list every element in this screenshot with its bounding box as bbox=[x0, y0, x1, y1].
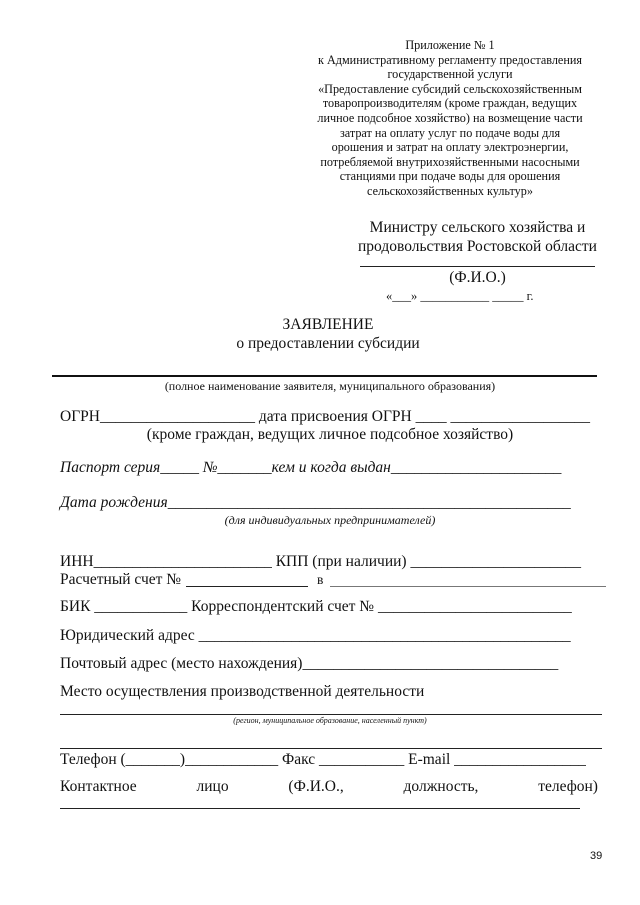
appendix-line: «Предоставление субсидий сельскохозяйственным bbox=[318, 81, 582, 96]
appendix-line: Приложение № 1 bbox=[405, 38, 495, 52]
applicant-name-line[interactable] bbox=[52, 375, 597, 377]
account-label: Расчетный счет № bbox=[60, 571, 182, 588]
ogrn-field[interactable]: ОГРН____________________ дата присвоения ОГРН ____ __________________ bbox=[60, 408, 590, 425]
activity-place-line[interactable] bbox=[60, 714, 602, 715]
addressee-fio-line[interactable] bbox=[360, 266, 595, 267]
applicant-caption: (полное наименование заявителя, муниципального образования) bbox=[164, 379, 496, 393]
contact-word: Контактное bbox=[60, 778, 137, 795]
appendix-line: затрат на оплату услуг по подаче воды для bbox=[339, 125, 561, 140]
addressee-line-2: продовольствия Ростовской области bbox=[358, 238, 597, 255]
contact-word: (Ф.И.О., bbox=[288, 778, 344, 795]
extra-line[interactable] bbox=[60, 748, 602, 749]
contact-person-line[interactable] bbox=[60, 808, 580, 809]
appendix-line: государственной услуги bbox=[387, 67, 513, 82]
bik-field[interactable]: БИК ____________ Корреспондентский счет № _________________________ bbox=[60, 598, 572, 615]
birth-date-field[interactable]: Дата рождения____________________________________________________ bbox=[60, 494, 571, 511]
appendix-line: к Административному регламенту предоставления bbox=[318, 52, 582, 67]
birth-note: (для индивидуальных предпринимателей) bbox=[224, 513, 436, 527]
legal-address-field[interactable]: Юридический адрес ________________________________________________ bbox=[60, 627, 571, 644]
postal-address-field[interactable]: Почтовый адрес (место нахождения)_________________________________ bbox=[60, 655, 559, 672]
fio-label: (Ф.И.О.) bbox=[449, 269, 506, 286]
addressee-block bbox=[355, 218, 600, 256]
account-in-label: в bbox=[317, 572, 324, 587]
appendix-line: сельскохозяйственных культур» bbox=[367, 183, 533, 198]
account-bank-line[interactable] bbox=[330, 586, 606, 587]
activity-place-label: Место осуществления производственной деятельности bbox=[60, 683, 425, 700]
passport-field[interactable]: Паспорт серия_____ №_______кем и когда выдан______________________ bbox=[60, 459, 562, 476]
inn-kpp-field[interactable]: ИНН_______________________ КПП (при наличии) ______________________ bbox=[60, 553, 581, 570]
page-number: 39 bbox=[590, 850, 603, 862]
date-line[interactable]: «___» ___________ _____ г. bbox=[386, 289, 534, 303]
appendix-line: станциями при подаче воды для орошения bbox=[339, 169, 561, 184]
appendix-line: личное подсобное хозяйство) на возмещение части bbox=[317, 110, 583, 125]
title-line-2: о предоставлении субсидии bbox=[236, 335, 420, 352]
title-line-1: ЗАЯВЛЕНИЕ bbox=[282, 316, 374, 333]
phone-fax-email-field[interactable]: Телефон (_______)____________ Факс ___________ E-mail _________________ bbox=[60, 751, 586, 768]
contact-person-label bbox=[60, 778, 598, 796]
appendix-line: товаропроизводителям (кроме граждан, ведущих bbox=[322, 96, 578, 111]
account-number-line[interactable] bbox=[186, 586, 308, 587]
appendix-line: потребляемой внутрихозяйственными насосными bbox=[320, 154, 580, 169]
addressee-line-1: Министру сельского хозяйства и bbox=[369, 219, 586, 236]
document-title bbox=[180, 315, 476, 353]
contact-word: лицо bbox=[196, 778, 229, 795]
appendix-line: орошения и затрат на оплату электроэнергии, bbox=[331, 140, 569, 155]
contact-word: телефон) bbox=[538, 778, 598, 795]
ogrn-note: (кроме граждан, ведущих личное подсобное хозяйство) bbox=[146, 426, 514, 443]
contact-word: должность, bbox=[403, 778, 479, 795]
region-caption: (регион, муниципальное образование, населенный пункт) bbox=[233, 716, 427, 725]
appendix-header bbox=[300, 38, 600, 199]
